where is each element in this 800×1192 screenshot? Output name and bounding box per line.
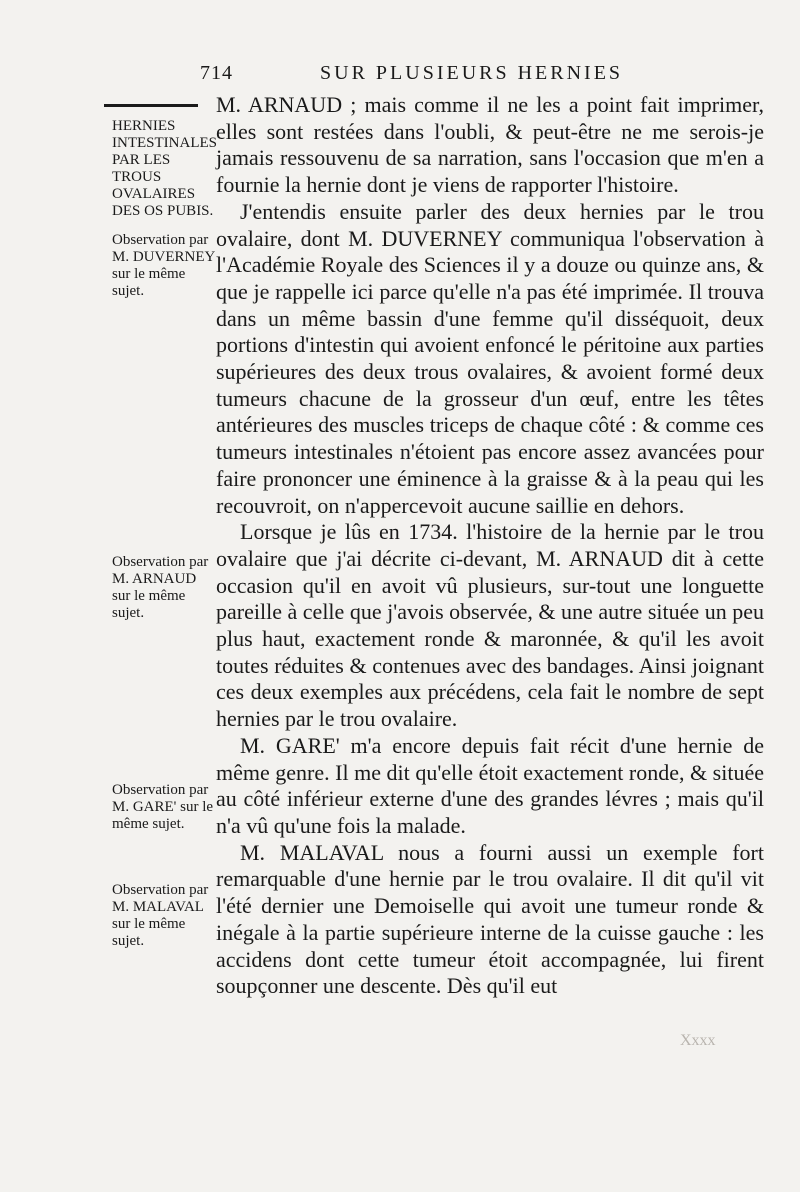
paragraph-2: J'entendis ensuite parler des deux hernies par le trou ovalaire, dont M. DUVERNEY communiqua l'observation à l'Académie Royale des Sciences il y a douze ou quinze ans, & que je rappelle ici parce qu'elle n'a pas été imprimée. Il trouva dans un même bassin d'une femme qu'il disséquoit, deux portions d'intestin qui avoient enfoncé le péritoine aux parties supérieures des deux trous ovalaires, & avoient formé deux tumeurs chacune de la grosseur d'un œuf, entre les têtes antérieures des muscles triceps de chaque côté : & comme ces tumeurs intestinales n'étoient pas encore assez avancées pour faire prononcer une éminence à la graisse & à la peau qui les recouvroit, on n'appercevoit aucune saillie en dehors. xyxy=(216,198,764,518)
running-title: SUR PLUSIEURS HERNIES xyxy=(320,62,624,84)
margin-note-2: Observation par M. DUVERNEY sur le même sujet. xyxy=(112,232,215,299)
margin-note-5: Observation par M. MALAVAL sur le même sujet. xyxy=(112,882,209,949)
body-text xyxy=(216,92,764,1000)
paragraph-5: M. MALAVAL nous a fourni aussi un exemple fort remarquable d'une hernie par le trou ovalaire. Il dit qu'il vit l'été dernier une Demoiselle qui avoit une tumeur ronde & inégale à la partie supérieure interne de la cuisse gauche : les accidens dont cette tumeur étoit accompagnée, lui firent soupçonner une descente. Dès qu'il eut xyxy=(216,839,764,999)
margin-rule xyxy=(104,104,198,107)
signature-mark: Xxxx xyxy=(680,1032,716,1049)
paragraph-1: M. ARNAUD ; mais comme il ne les a point fait imprimer, elles sont restées dans l'oubli, & peut-être ne me serois-je jamais ressouvenu de sa narration, sans l'occasion que m'en a fournie la hernie dont je viens de rapporter l'histoire. xyxy=(216,92,764,198)
margin-note-3: Observation par M. ARNAUD sur le même sujet. xyxy=(112,554,209,621)
paragraph-3: Lorsque je lûs en 1734. l'histoire de la hernie par le trou ovalaire que j'ai décrite ci-devant, M. ARNAUD dit à cette occasion qu'il en avoit vû plusieurs, sur-tout une longuette pareille à celle que j'avois observée, & une autre située un peu plus haut, exactement ronde & maronnée, & qu'il les avoit toutes réduites & contenues avec des bandages. Ainsi joignant ces deux exemples aux précédens, cela fait le nombre de sept hernies par le trou ovalaire. xyxy=(216,519,764,732)
margin-note-4: Observation par M. GARE' sur le même sujet. xyxy=(112,782,214,832)
paragraph-4: M. GARE' m'a encore depuis fait récit d'une hernie de même genre. Il me dit qu'elle étoit exactement ronde, & située au côté inférieur externe d'une des grandes lévres ; mais qu'il n'a vû qu'une fois la malade. xyxy=(216,732,764,838)
page-number: 714 xyxy=(200,62,233,84)
margin-note-1: HERNIES INTESTINALES PAR LES TROUS OVALAIRES DES OS PUBIS. xyxy=(112,118,217,219)
